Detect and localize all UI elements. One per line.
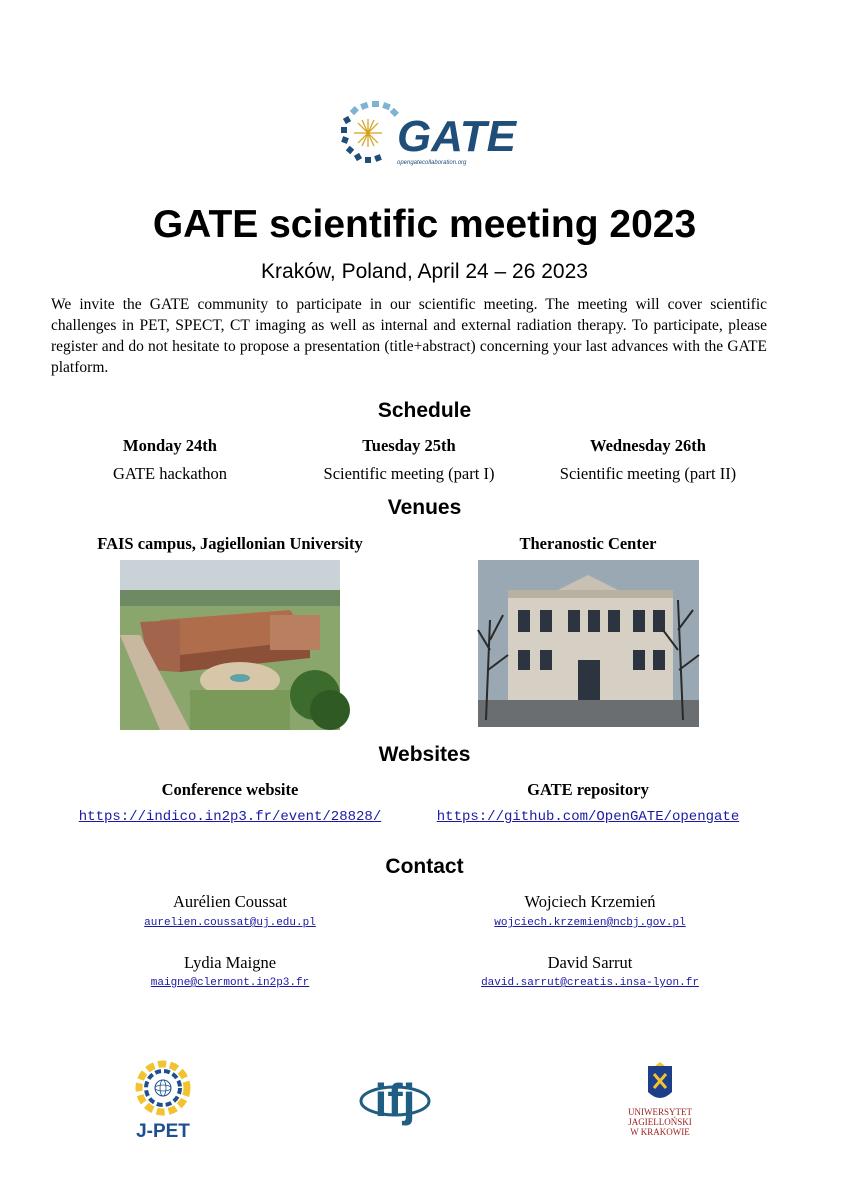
- contact-name: Wojciech Krzemień: [524, 892, 656, 911]
- gate-ring-icon: [341, 101, 399, 163]
- gate-logo-tagline: opengatecollaboration.org: [397, 160, 467, 166]
- contact-name: Lydia Maigne: [183, 953, 277, 972]
- theranostic-center-photo: [478, 560, 699, 727]
- schedule-day-event: GATE hackathon: [112, 464, 228, 483]
- schedule-day-event: Scientific meeting (part II): [559, 464, 737, 483]
- schedule-day-label: Tuesday 25th: [362, 436, 456, 455]
- schedule-day-event: Scientific meeting (part I): [323, 464, 495, 483]
- uj-crest-icon: [648, 1062, 672, 1098]
- contact-name: Aurélien Coussat: [172, 892, 288, 911]
- venue-name-theranostic: Theranostic Center: [519, 534, 657, 553]
- contact-name: David Sarrut: [547, 953, 633, 972]
- contact-email-link[interactable]: aurelien.coussat@uj.edu.pl: [144, 917, 316, 929]
- venues-heading: Venues: [387, 496, 462, 519]
- contact-heading: Contact: [385, 855, 464, 878]
- uj-logo: [610, 1062, 710, 1142]
- gate-logo-text: GATE: [397, 112, 516, 161]
- ifj-logo: [355, 1070, 435, 1132]
- ifj-logo-text: ifj: [374, 1074, 416, 1126]
- intro-paragraph: We invite the GATE community to participate in our scientific meeting. The meeting will cover scientific challenges in PET, SPECT, CT imaging as well as internal and external radiation therapy. To participate, please register and do not hesitate to propose a presentation (title+abstract) concerning your last advances with the GATE platform.: [51, 296, 767, 376]
- conference-website-label: Conference website: [161, 780, 299, 799]
- page-title: GATE scientific meeting 2023: [152, 203, 697, 246]
- uj-logo-line1: UNIWERSYTET: [628, 1107, 692, 1117]
- conference-website-link[interactable]: https://indico.in2p3.fr/event/28828/: [78, 809, 382, 825]
- jpet-logo: [128, 1058, 198, 1142]
- schedule-heading: Schedule: [377, 399, 472, 422]
- websites-heading: Websites: [378, 743, 471, 766]
- page-subtitle: Kraków, Poland, April 24 – 26 2023: [261, 260, 588, 283]
- gate-logo: [335, 95, 516, 175]
- schedule-day-label: Monday 24th: [123, 436, 217, 455]
- contact-email-link[interactable]: david.sarrut@creatis.insa-lyon.fr: [481, 977, 699, 989]
- contact-email-link[interactable]: maigne@clermont.in2p3.fr: [150, 977, 310, 989]
- schedule-day-label: Wednesday 26th: [590, 436, 706, 455]
- fais-campus-photo: [120, 560, 340, 730]
- gate-repository-link[interactable]: https://github.com/OpenGATE/opengate: [436, 809, 740, 825]
- jpet-ring-icon: [139, 1064, 187, 1112]
- uj-logo-line3: W KRAKOWIE: [630, 1127, 690, 1137]
- contact-email-link[interactable]: wojciech.krzemien@ncbj.gov.pl: [494, 917, 686, 929]
- jpet-logo-text: J-PET: [136, 1121, 190, 1142]
- gate-repository-label: GATE repository: [527, 780, 649, 799]
- uj-logo-line2: JAGIELLOŃSKI: [628, 1117, 692, 1127]
- venue-name-fais: FAIS campus, Jagiellonian University: [97, 534, 363, 553]
